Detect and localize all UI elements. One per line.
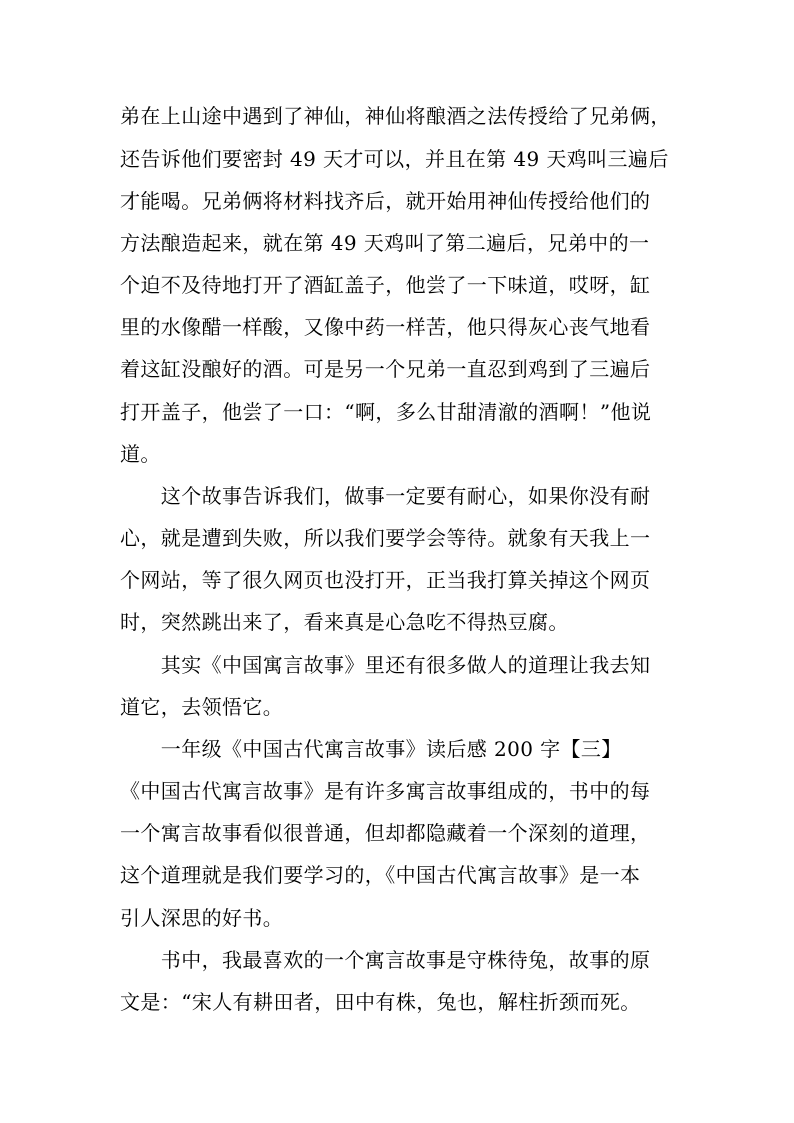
text-line: 个迫不及待地打开了酒缸盖子，他尝了一下味道，哎呀，缸 — [120, 273, 651, 297]
text-line: 这个故事告诉我们，做事一定要有耐心，如果你没有耐 — [120, 484, 651, 508]
text-line: 《中国古代寓言故事》是有许多寓言故事组成的，书中的每 — [120, 779, 651, 803]
text-line: 道。 — [120, 442, 161, 466]
text-line: 着这缸没酿好的酒。可是另一个兄弟一直忍到鸡到了三遍后 — [120, 357, 651, 381]
text-line: 时，突然跳出来了，看来真是心急吃不得热豆腐。 — [120, 610, 569, 634]
text-line: 一个寓言故事看似很普通，但却都隐藏着一个深刻的道理， — [120, 821, 651, 845]
text-line: 书中，我最喜欢的一个寓言故事是守株待兔，故事的原 — [120, 948, 651, 972]
text-line: 方法酿造起来，就在第 49 天鸡叫了第二遍后，兄弟中的一 — [120, 231, 650, 255]
text-line: 还告诉他们要密封 49 天才可以，并且在第 49 天鸡叫三遍后 — [120, 147, 669, 171]
text-line: 道它，去领悟它。 — [120, 695, 284, 719]
text-line: 这个道理就是我们要学习的，《中国古代寓言故事》是一本 — [120, 863, 641, 887]
text-line: 弟在上山途中遇到了神仙，神仙将酿酒之法传授给了兄弟俩， — [120, 104, 671, 128]
text-line: 才能喝。兄弟俩将材料找齐后，就开始用神仙传授给他们的 — [120, 189, 651, 213]
text-line: 心，就是遭到失败，所以我们要学会等待。就象有天我上一 — [120, 526, 651, 550]
text-line: 其实《中国寓言故事》里还有很多做人的道理让我去知 — [120, 653, 651, 677]
text-line: 个网站，等了很久网页也没打开，正当我打算关掉这个网页 — [120, 568, 651, 592]
text-line: 文是：“宋人有耕田者，田中有株，兔也，解柱折颈而死。 — [120, 990, 641, 1014]
text-line: 引人深思的好书。 — [120, 906, 284, 930]
text-line: 打开盖子，他尝了一口：“啊，多么甘甜清澈的酒啊！”他说 — [120, 400, 652, 424]
text-line: 里的水像醋一样酸，又像中药一样苦，他只得灰心丧气地看 — [120, 315, 651, 339]
section-heading: 一年级《中国古代寓言故事》读后感 200 字【三】 — [120, 737, 622, 761]
